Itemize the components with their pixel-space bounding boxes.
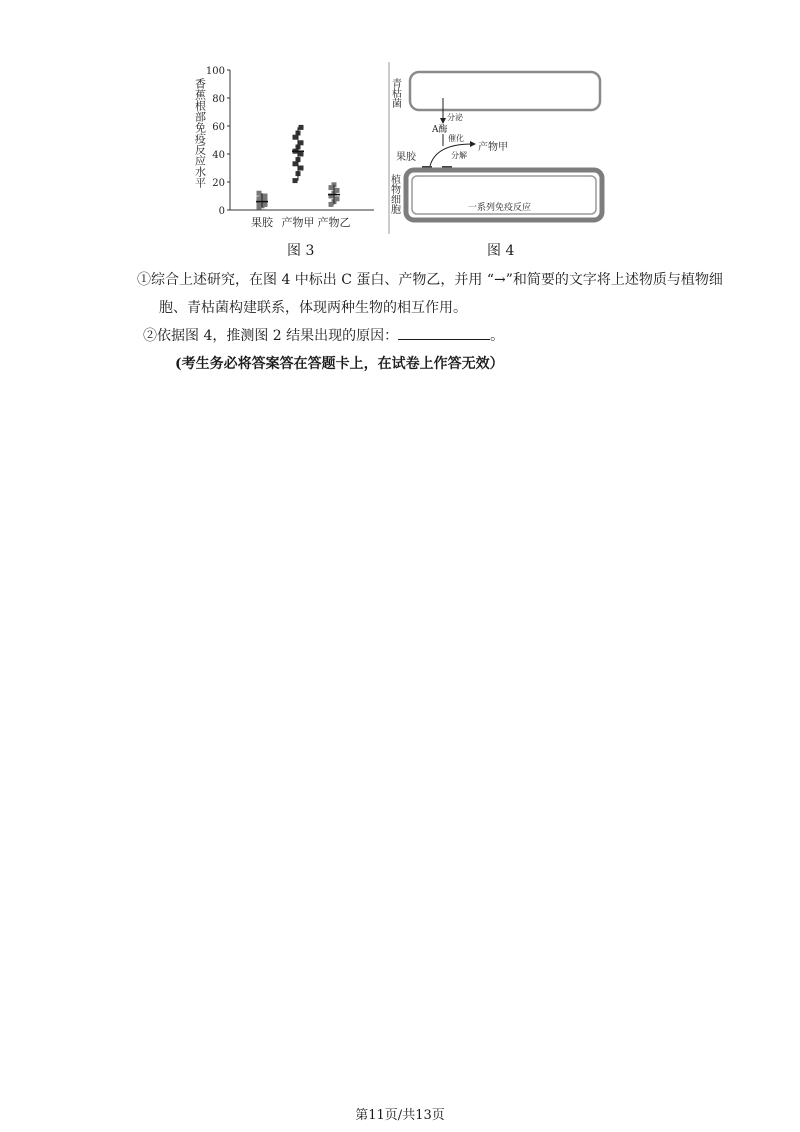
- figure-4-diagram: [388, 62, 610, 234]
- data-point: [299, 152, 304, 157]
- y-axis-label: 香蕉根部免疫反应水平: [193, 78, 207, 188]
- immune-response-label: 一系列免疫反应: [468, 203, 532, 213]
- data-point: [293, 178, 298, 183]
- answer-notice: (考生务必将答案答在答题卡上，在试卷上作答无效）: [175, 356, 504, 372]
- data-point: [335, 188, 340, 193]
- q1-text-b: ”和简要的文字将上述物质与植物细: [505, 272, 723, 288]
- data-point: [257, 191, 262, 196]
- x-tick-label: 产物乙: [317, 216, 351, 229]
- decompose-label: 分解: [451, 151, 467, 160]
- secrete-label: 分泌: [447, 113, 463, 122]
- catalyze-label: 催化: [448, 134, 464, 143]
- y-tick-label: 80: [212, 94, 225, 105]
- catalyze-arrowhead: [470, 141, 476, 147]
- x-tick-label: 果胶: [251, 216, 273, 229]
- question-2: [143, 325, 504, 345]
- y-tick-label: 40: [212, 150, 225, 161]
- y-tick-label: 60: [212, 122, 225, 133]
- data-point: [299, 166, 304, 171]
- q2-text-b: 。: [490, 328, 505, 344]
- q1-arrow: →: [494, 272, 506, 288]
- q2-text-a: ②依据图 4，推测图 2 结果出现的原因：: [143, 328, 399, 344]
- data-point: [263, 194, 268, 199]
- product-label: 产物甲: [478, 142, 508, 153]
- bacteria-cell: [410, 72, 600, 110]
- page-number: 第11页/共13页: [355, 1108, 445, 1123]
- y-tick-label: 100: [205, 66, 225, 77]
- question-1-line-2: 胞、青枯菌构建联系，体现两种生物的相互作用。: [159, 300, 467, 316]
- data-point: [335, 196, 340, 201]
- plant-label: 植物细胞: [388, 174, 400, 214]
- pectin-label: 果胶: [396, 152, 416, 163]
- figure-3-chart: [188, 58, 378, 236]
- figure-4-caption: 图 4: [487, 243, 515, 259]
- figure-3-caption: 图 3: [287, 243, 315, 259]
- data-point: [299, 140, 304, 145]
- answer-blank[interactable]: [398, 327, 490, 340]
- enzyme-label: A酶: [432, 125, 448, 135]
- question-1-line-1: [137, 269, 723, 289]
- data-point: [299, 125, 304, 130]
- bacteria-label: 青枯菌: [389, 78, 401, 108]
- secrete-arrowhead: [440, 118, 446, 124]
- y-tick-label: 0: [218, 206, 225, 217]
- x-tick-label: 产物甲: [281, 216, 315, 229]
- q1-text-a: ①综合上述研究，在图 4 中标出 C 蛋白、产物乙，并用 “: [137, 272, 495, 288]
- y-tick-label: 20: [212, 178, 225, 189]
